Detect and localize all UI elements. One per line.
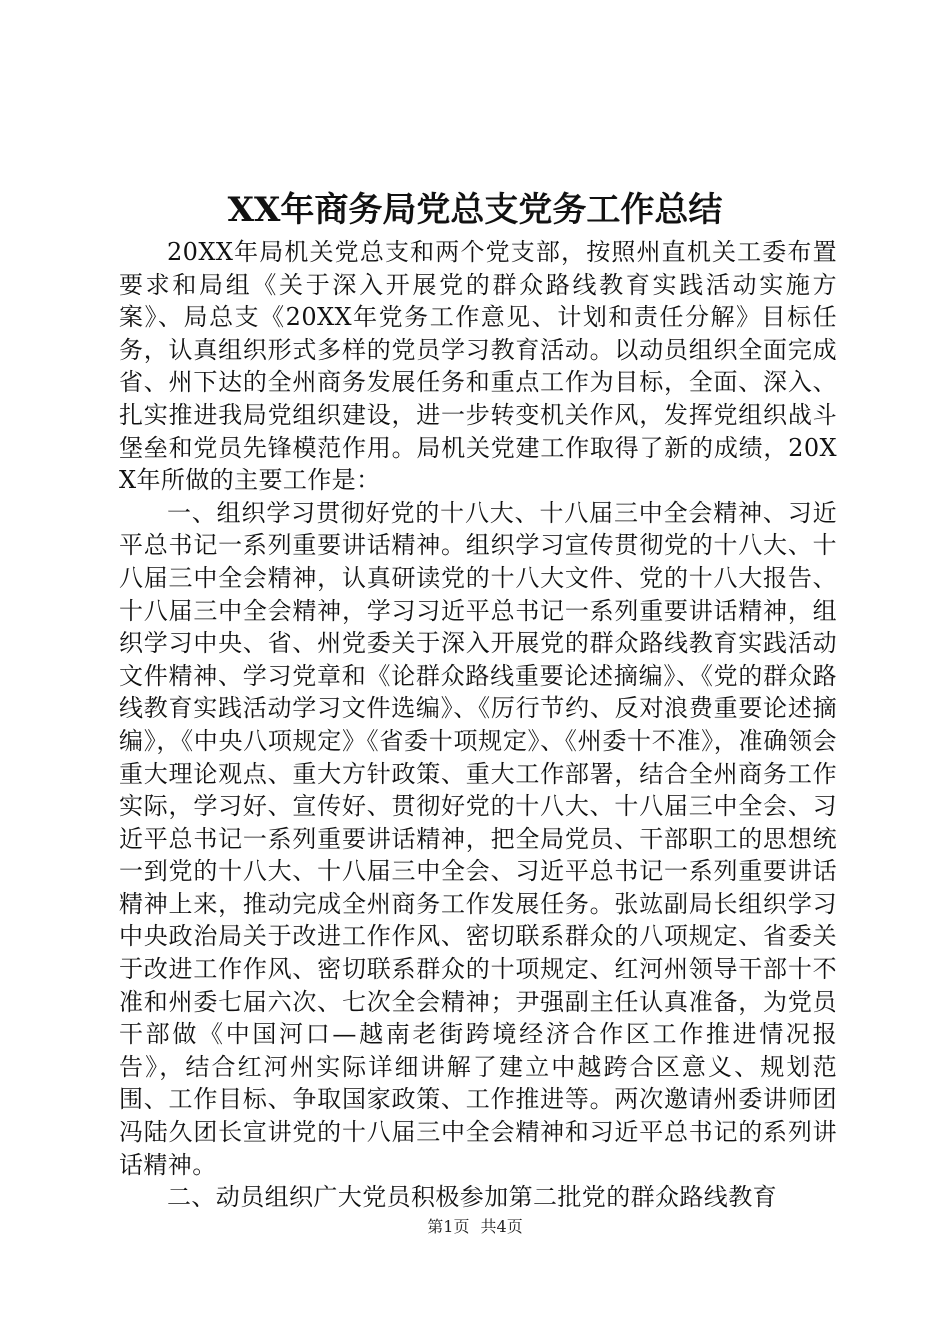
paragraph-section-one: 一、组织学习贯彻好党的十八大、十八届三中全会精神、习近平总书记一系列重要讲话精神。组织学习宣传贯彻党的十八大、十八届三中全会精神，认真研读党的十八大文件、党的十八大报告、十八届三中全会精神，学习习近平总书记一系列重要讲话精神，组织学习中央、省、州党委关于深入开展党的群众路线教育实践活动文件精神、学习党章和《论群众路线重要论述摘编》、《党的群众路线教育实践活动学习文件选编》、《厉行节约、反对浪费重要论述摘编》，《中央八项规定》《省委十项规定》、《州委十不准》，准确领会重大理论观点、重大方针政策、重大工作部署，结合全州商务工作实际，学习好、宣传好、贯彻好党的十八大、十八届三中全会、习近平总书记一系列重要讲话精神，把全局党员、干部职工的思想统一到党的十八大、十八届三中全会、习近平总书记一系列重要讲话精神上来，推动完成全州商务工作发展任务。张竑副局长组织学习中央政治局关于改进工作作风、密切联系群众的八项规定、省委关于改进工作作风、密切联系群众的十项规定、红河州领导干部十不准和州委七届六次、七次全会精神；尹强副主任认真准备，为党员干部做《中国河口—越南老街跨境经济合作区工作推进情况报告》，结合红河州实际详细讲解了建立中越跨合区意义、规划范围、工作目标、争取国家政策、工作推进等。两次邀请州委讲师团冯陆久团长宣讲党的十八届三中全会精神和习近平总书记的系列讲话精神。 [119, 498, 837, 1179]
page-total: 共4页 [480, 1217, 523, 1236]
document-title: XX年商务局党总支党务工作总结 [227, 190, 723, 230]
paragraph-section-two: 二、动员组织广大党员积极参加第二批党的群众路线教育 [167, 1183, 777, 1212]
page-footer [0, 1216, 950, 1238]
document-body [119, 236, 837, 1214]
page-number: 第1页 [427, 1217, 470, 1236]
paragraph-intro: 20XX年局机关党总支和两个党支部，按照州直机关工委布置要求和局组《关于深入开展党的群众路线教育实践活动实施方案》、局总支《20XX年党务工作意见、计划和责任分解》目标任务，认真组织形式多样的党员学习教育活动。以动员组织全面完成省、州下达的全州商务发展任务和重点工作为目标，全面、深入、扎实推进我局党组织建设，进一步转变机关作风，发挥党组织战斗堡垒和党员先锋模范作用。局机关党建工作取得了新的成绩，20XX年所做的主要工作是： [119, 238, 837, 495]
